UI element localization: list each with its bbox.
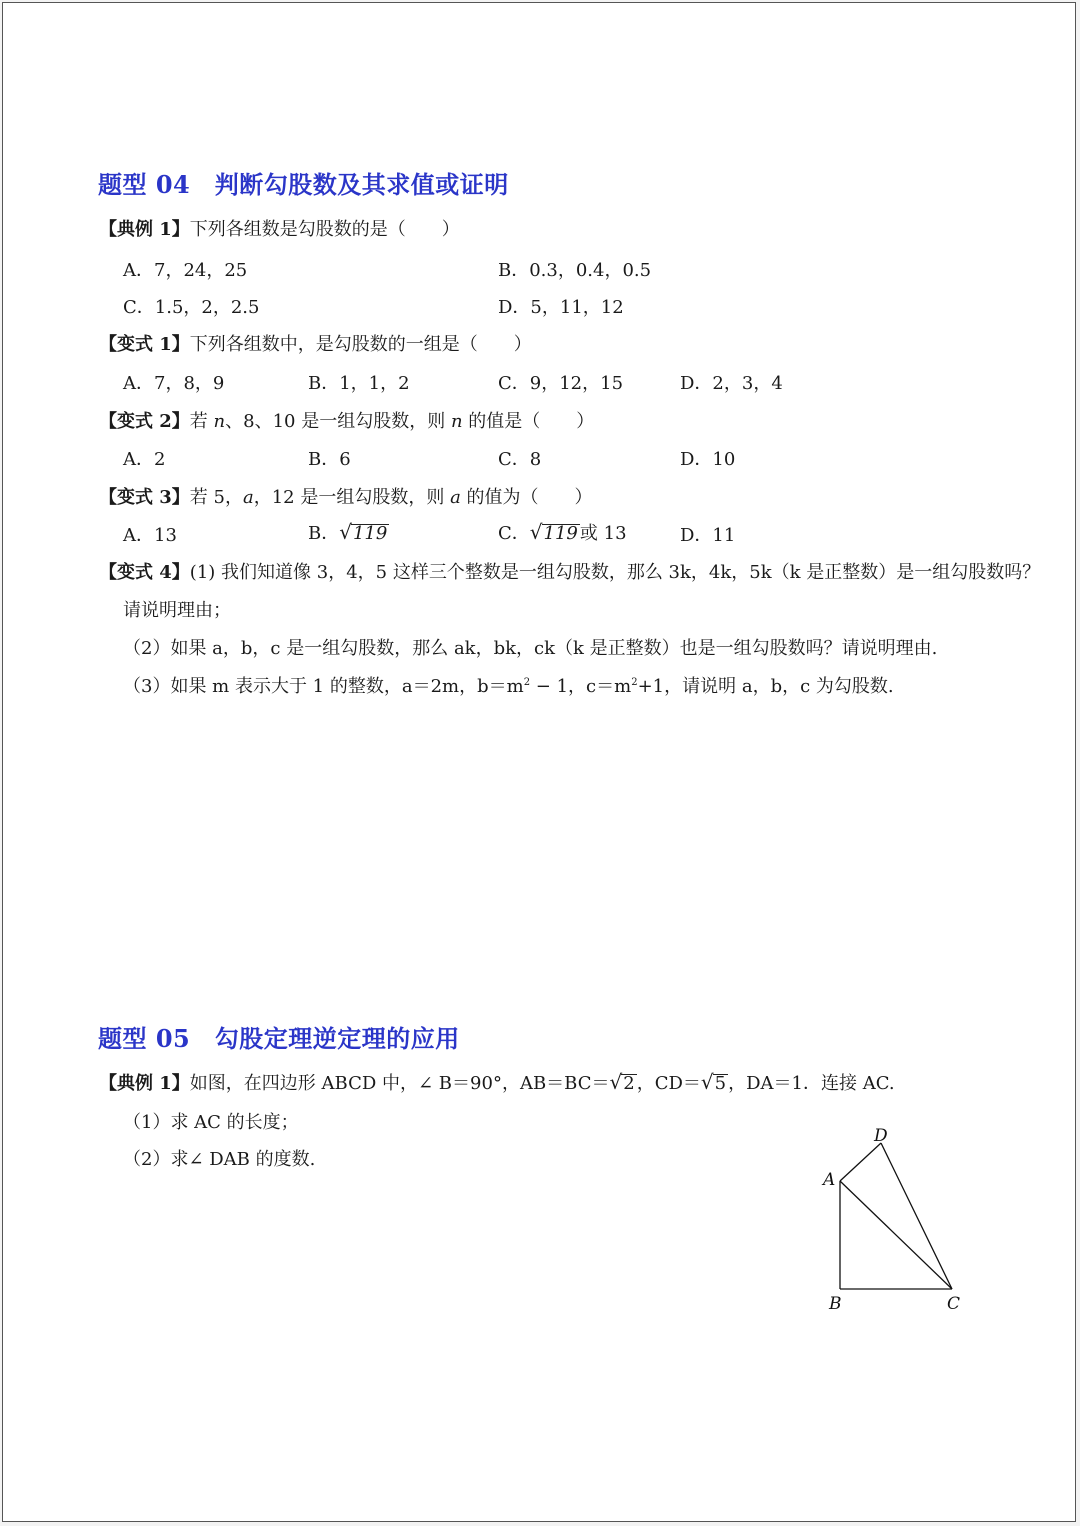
- example-1-option-c: C．1.5，2，2.5: [123, 297, 260, 318]
- example-1-tag: 【典例 1】: [99, 219, 190, 240]
- variant-2-stem: 【变式 2】若 n、8、10 是一组勾股数，则 n 的值是（ ）: [99, 411, 595, 432]
- worksheet-page: [2, 2, 1076, 1522]
- variable-n: n: [213, 411, 226, 432]
- variant-4-q3: （3）如果 m 表示大于 1 的整数，a＝2m，$b=m^2 - 1$，$c=m^2+1$，请说明 a，b，c 为勾股数.: [123, 676, 894, 697]
- variant-2-option-a: A．2: [123, 449, 166, 470]
- example-1-option-a: A．7，24，25: [123, 260, 248, 281]
- variant-2-option-d: D．10: [680, 449, 736, 470]
- segment-cd: [881, 1143, 952, 1289]
- example-1-option-d: D．5，11，12: [498, 297, 624, 318]
- radicand: 2: [623, 1073, 635, 1094]
- radicand: 119: [352, 523, 388, 544]
- variant-4-q2: （2）如果 a，b，c 是一组勾股数，那么 ak，bk，ck（k 是正整数）也是一组勾股数吗？请说明理由.: [123, 638, 938, 659]
- example-1-question: 下列各组数是勾股数的是（ ）: [189, 219, 460, 240]
- variant-3-option-c: C．√119 或 13: [498, 520, 627, 544]
- label-a: A: [823, 1170, 836, 1190]
- sqrt-sign: √: [339, 520, 352, 544]
- variant-4-tag: 【变式 4】: [99, 562, 190, 583]
- variant-1-tag: 【变式 1】: [99, 334, 190, 355]
- variant-2-tag: 【变式 2】: [99, 411, 190, 432]
- variable-n: n: [450, 411, 463, 432]
- radicand: 119: [543, 523, 578, 544]
- label-b: B: [829, 1294, 842, 1314]
- variant-2-option-b: B．6: [308, 449, 351, 470]
- section-05-title: 题型 05 勾股定理逆定理的应用: [98, 1024, 460, 1053]
- segment-ac: [840, 1181, 952, 1289]
- variable-a: a: [450, 487, 461, 508]
- variant-3-option-a: A．13: [123, 525, 177, 546]
- variant-1-option-b: B．1，1，2: [308, 373, 410, 394]
- variant-1-stem: [99, 330, 532, 356]
- label-c: C: [947, 1294, 961, 1314]
- variant-3-option-d: D．11: [680, 525, 736, 546]
- variant-3-stem: 【变式 3】若 5，a，12 是一组勾股数，则 a 的值为（ ）: [99, 487, 593, 508]
- sqrt-sign: √: [700, 1070, 714, 1094]
- quadrilateral-figure: [815, 1121, 975, 1321]
- example-2-stem: 【典例 1】如图，在四边形 ABCD 中，∠ B＝90°，AB＝BC＝√2 ，CD＝√5 ，DA＝1．连接 AC.: [99, 1070, 895, 1094]
- variant-4-q1: 【变式 4】(1) 我们知道像 3，4，5 这样三个整数是一组勾股数，那么 3k，4k，5k（k 是正整数）是一组勾股数吗？: [99, 562, 1041, 583]
- sqrt-sign: √: [529, 520, 543, 544]
- section-04-title: 题型 04 判断勾股数及其求值或证明: [98, 170, 509, 199]
- example-2-tag: 【典例 1】: [99, 1073, 190, 1094]
- example-1-stem: [99, 215, 460, 241]
- variant-1-option-c: C．9，12，15: [498, 373, 624, 394]
- variant-1-question: 下列各组数中，是勾股数的一组是（ ）: [189, 334, 532, 355]
- variant-1-option-d: D．2，3，4: [680, 373, 783, 394]
- variable-a: a: [242, 487, 254, 508]
- variant-2-option-c: C．8: [498, 449, 542, 470]
- example-2-q2: （2）求∠ DAB 的度数.: [123, 1149, 316, 1170]
- example-2-q1: （1）求 AC 的长度；: [123, 1112, 299, 1133]
- label-d: D: [874, 1126, 888, 1146]
- variant-3-tag: 【变式 3】: [99, 487, 190, 508]
- radicand: 5: [714, 1073, 727, 1094]
- variant-1-option-a: A．7，8，9: [123, 373, 225, 394]
- sqrt-sign: √: [609, 1070, 623, 1094]
- variant-4-q1-continued: 请说明理由；: [123, 600, 231, 621]
- example-1-option-b: B．0.3，0.4，0.5: [498, 260, 652, 281]
- segment-da: [840, 1143, 881, 1181]
- variant-3-option-b: B．√119: [308, 520, 388, 544]
